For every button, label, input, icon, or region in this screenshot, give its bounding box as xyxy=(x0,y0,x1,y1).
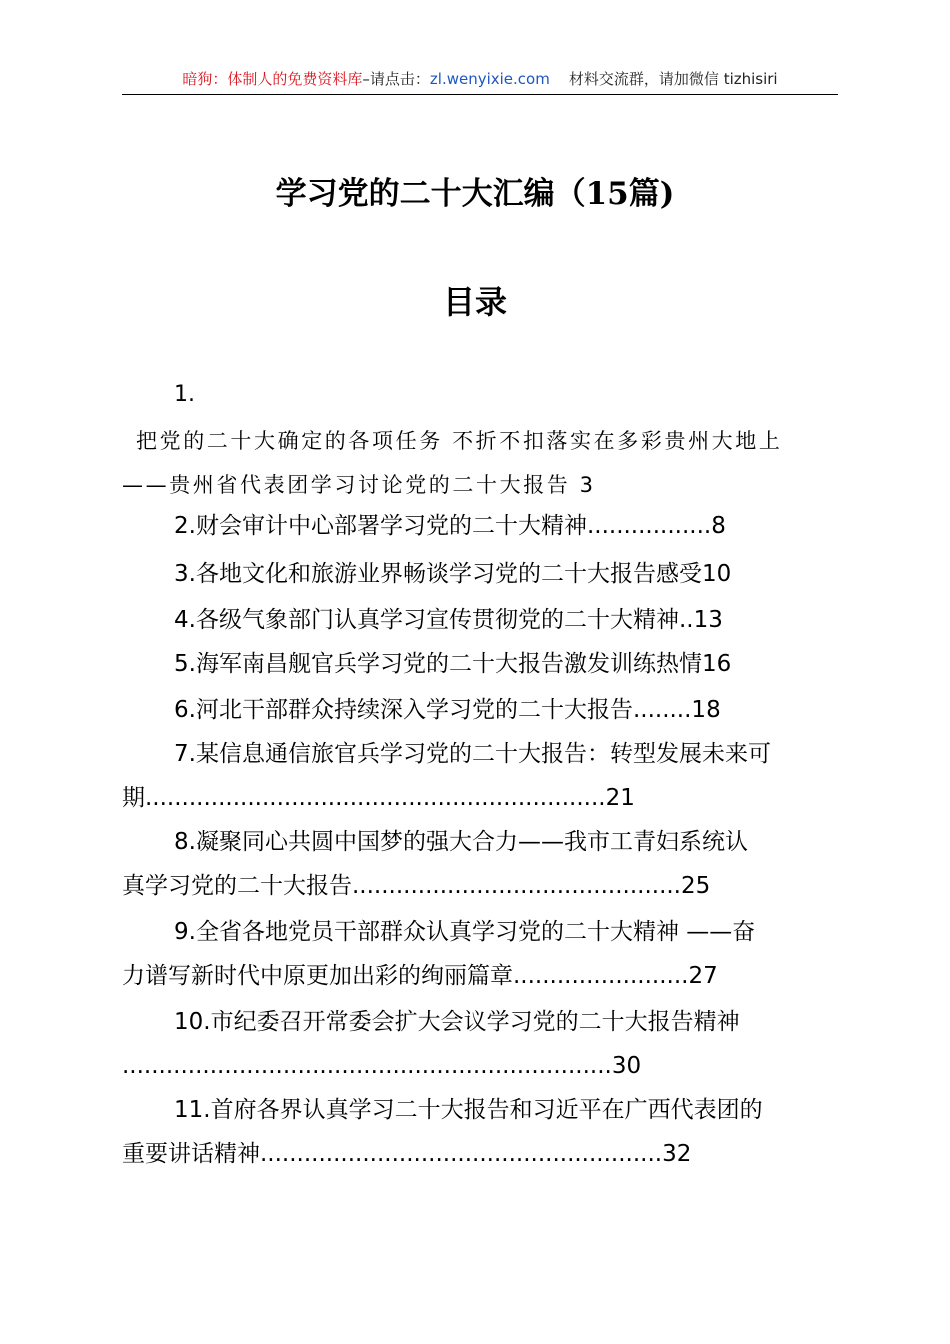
toc-item-line-continued: ...................................................................30 xyxy=(122,1053,642,1079)
header-source-text: 暗狗：体制人的免费资料库 xyxy=(182,70,363,88)
toc-item-line-continued: 重要讲话精神.......................................................32 xyxy=(122,1141,692,1167)
toc-item-line: 7.某信息通信旅官兵学习党的二十大报告：转型发展未来可 xyxy=(174,741,771,767)
header-link[interactable]: zl.wenyixie.com xyxy=(429,70,550,88)
toc-item-1-number: 1. xyxy=(174,382,195,407)
toc-item-line: 6.河北干部群众持续深入学习党的二十大报告........18 xyxy=(174,697,721,723)
page-header xyxy=(122,68,838,90)
toc-item-line: 3.各地文化和旅游业界畅谈学习党的二十大报告感受10 xyxy=(174,561,732,587)
header-divider xyxy=(122,94,838,95)
toc-item-4[interactable] xyxy=(122,598,838,642)
header-contact-text: 材料交流群，请加微信 tizhisiri xyxy=(568,70,778,88)
toc-item-6[interactable] xyxy=(122,688,838,732)
toc-item-line: 11.首府各界认真学习二十大报告和习近平在广西代表团的 xyxy=(174,1097,763,1123)
toc-item-1-title[interactable]: 把党的二十大确定的各项任务 不折不扣落实在多彩贵州大地上 xyxy=(136,429,783,453)
document-title: 学习党的二十大汇编（15篇) xyxy=(275,176,675,212)
header-prompt-text: –请点击： xyxy=(362,70,430,88)
toc-item-line: 10.市纪委召开常委会扩大会议学习党的二十大报告精神 xyxy=(174,1009,740,1035)
toc-item-line-continued: 力谱写新时代中原更加出彩的绚丽篇章........................27 xyxy=(122,963,718,989)
toc-item-8[interactable] xyxy=(122,820,838,908)
toc-item-11[interactable] xyxy=(122,1088,838,1176)
toc-item-9[interactable] xyxy=(122,910,838,998)
toc-item-2[interactable] xyxy=(122,504,838,548)
toc-item-line: 4.各级气象部门认真学习宣传贯彻党的二十大精神..13 xyxy=(174,607,723,633)
toc-item-line-continued: 期...............................................................21 xyxy=(122,785,635,811)
toc-item-5[interactable] xyxy=(122,642,838,686)
toc-item-line: 8.凝聚同心共圆中国梦的强大合力——我市工青妇系统认 xyxy=(174,829,748,855)
toc-heading: 目录 xyxy=(442,283,507,321)
toc-item-line: 2.财会审计中心部署学习党的二十大精神.................8 xyxy=(174,513,726,539)
toc-item-line: 5.海军南昌舰官兵学习党的二十大报告激发训练热情16 xyxy=(174,651,732,677)
toc-item-10[interactable] xyxy=(122,1000,838,1088)
toc-item-7[interactable] xyxy=(122,732,838,820)
toc-item-line: 9.全省各地党员干部群众认真学习党的二十大精神 ——奋 xyxy=(174,919,756,945)
toc-item-line-continued: 真学习党的二十大报告.............................................25 xyxy=(122,873,711,899)
toc-item-1-subtitle[interactable]: ——贵州省代表团学习讨论党的二十大报告 3 xyxy=(122,473,596,497)
toc-item-3[interactable] xyxy=(122,552,838,596)
